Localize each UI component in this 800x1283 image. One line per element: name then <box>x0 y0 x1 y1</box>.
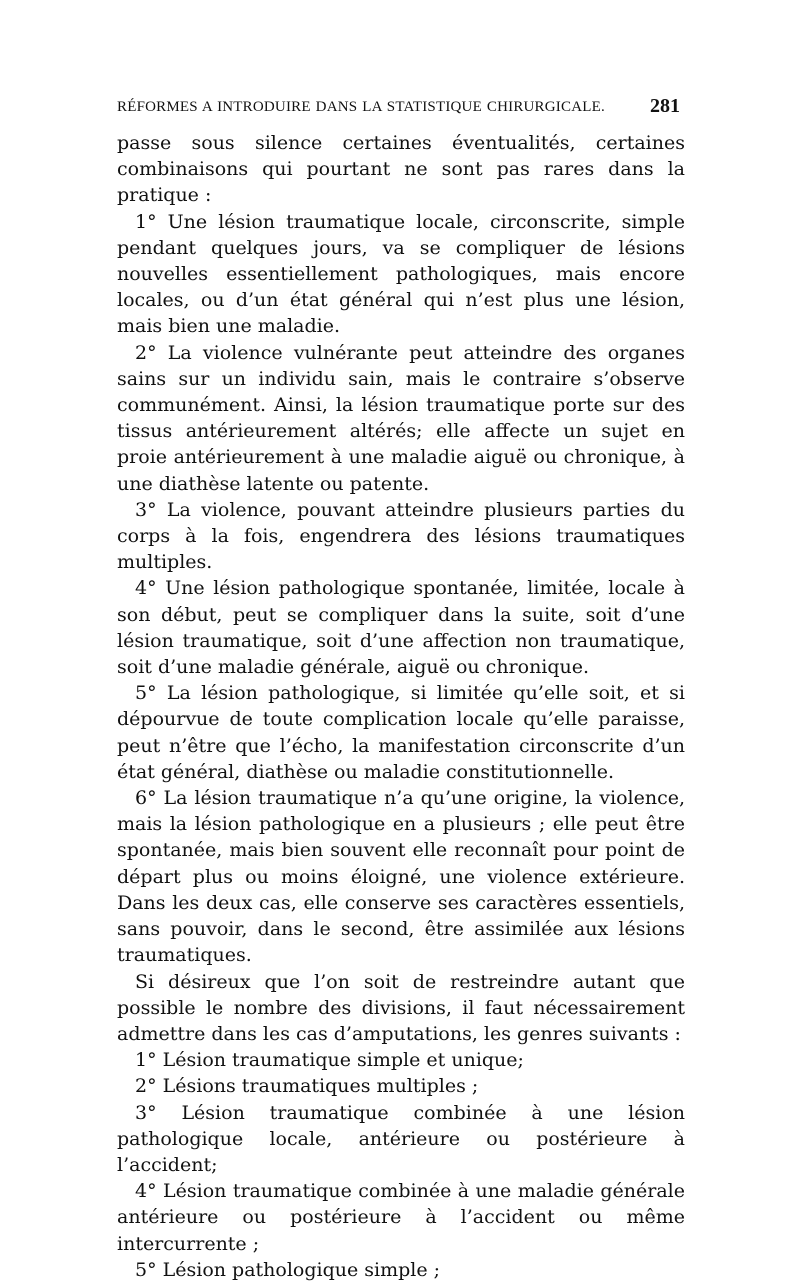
list-item: 1° Lésion traumatique simple et unique; <box>135 1049 524 1072</box>
paragraph: 2° La violence vulnérante peut atteindre des organes sains sur un individu sain, mais le contraire s’observe communément. Ainsi, la lésion traumatique porte sur des tissus antérieurement altérés; elle affecte un sujet en proie antérieurement à une maladie aiguë ou chronique, à une diathèse latente ou patente. <box>117 341 685 495</box>
body-text <box>117 130 685 1283</box>
list-item: 5° Lésion pathologique simple ; <box>135 1258 441 1281</box>
list-item: 2° Lésions traumatiques multiples ; <box>135 1075 479 1098</box>
paragraph: passe sous silence certaines éventualités, certaines combinaisons qui pourtant ne sont pas rares dans la pratique : <box>117 132 685 207</box>
paragraph: 5° La lésion pathologique, si limitée qu’elle soit, et si dépourvue de toute complication locale qu’elle paraisse, peut n’être que l’écho, la manifestation circonscrite d’un état général, diathèse ou maladie constitutionnelle. <box>117 682 685 783</box>
paragraph: Si désireux que l’on soit de restreindre autant que possible le nombre des divisions, il faut nécessairement admettre dans les cas d’amputations, les genres suivants : <box>117 970 685 1045</box>
paragraph: 1° Une lésion traumatique locale, circonscrite, simple pendant quelques jours, va se compliquer de lésions nouvelles essentiellement pathologiques, mais encore locales, ou d’un état général qui n’est plus une lésion, mais bien une maladie. <box>117 210 685 338</box>
paragraph: 6° La lésion traumatique n’a qu’une origine, la violence, mais la lésion pathologique en a plusieurs ; elle peut être spontanée, mais bien souvent elle reconnaît pour point de départ plus ou moins éloigné, une violence extérieure. Dans les deux cas, elle conserve ses caractères essentiels, sans pouvoir, dans le second, être assimilée aux lésions traumatiques. <box>117 787 685 967</box>
running-head-title: RÉFORMES A INTRODUIRE DANS LA STATISTIQUE CHIRURGICALE. <box>117 99 605 115</box>
paragraph: 4° Une lésion pathologique spontanée, limitée, locale à son début, peut se compliquer dans la suite, soit d’une lésion traumatique, soit d’une affection non traumatique, soit d’une maladie générale, aiguë ou chronique. <box>117 577 685 679</box>
running-head <box>117 95 680 121</box>
list-item: 4° Lésion traumatique combinée à une maladie générale antérieure ou postérieure à l’accident ou même intercurrente ; <box>117 1180 685 1255</box>
paragraph: 3° La violence, pouvant atteindre plusieurs parties du corps à la fois, engendrera des lésions traumatiques multiples. <box>117 498 685 574</box>
list-item: 3° Lésion traumatique combinée à une lésion pathologique locale, antérieure ou postérieure à l’accident; <box>117 1101 685 1176</box>
page-number: 281 <box>650 95 680 117</box>
